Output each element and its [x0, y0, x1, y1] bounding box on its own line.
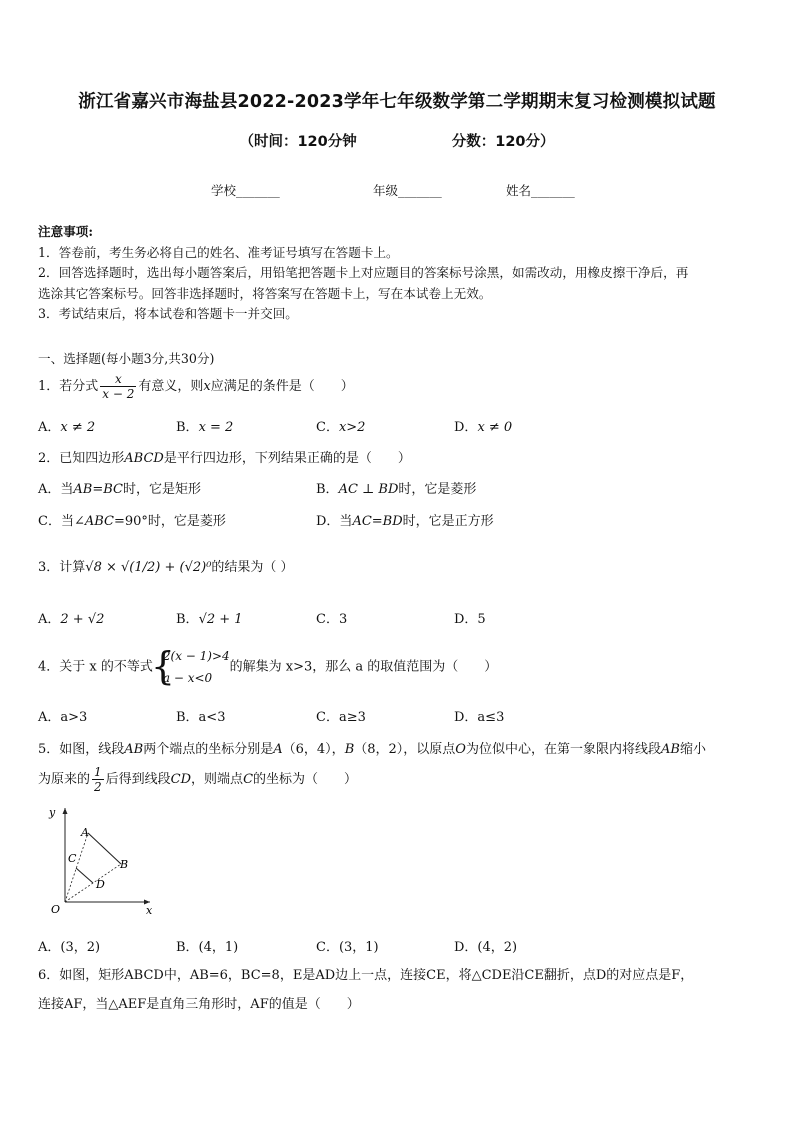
point-d-label: D — [96, 878, 105, 891]
option-d[interactable]: D．5 — [454, 612, 486, 627]
option-d[interactable]: D．(4，2) — [454, 940, 518, 955]
option-a[interactable]: A．(3，2) — [38, 940, 101, 955]
ray-oa — [65, 833, 88, 902]
notice-item: 3．考试结束后，将本试卷和答题卡一并交回。 — [38, 306, 298, 321]
question-5: 5．如图，线段AB两个端点的坐标分别是A（6，4），B（8，2），以原点O为位似中心，在第一象限内将线段AB缩小 — [38, 742, 706, 757]
section-heading: 一、选择题(每小题3分,共30分) — [38, 351, 215, 366]
option-d[interactable]: D．x ≠ 0 — [454, 420, 513, 435]
option-a[interactable]: A．当AB=BC时，它是矩形 — [38, 482, 201, 497]
notice-item: 1．答卷前，考生务必将自己的姓名、准考证号填写在答题卡上。 — [38, 244, 399, 260]
exam-title: 浙江省嘉兴市海盐县2022-2023学年七年级数学第二学期期末复习检测模拟试题 — [78, 92, 716, 112]
question-6-line2: 连接AF，当△AEF是直角三角形时，AF的值是（ ） — [38, 997, 360, 1012]
grade-field[interactable]: 年级_______ — [373, 183, 442, 198]
segment-cd — [76, 868, 93, 883]
notice-block — [38, 222, 760, 325]
option-d[interactable]: D．当AC=BD时，它是正方形 — [316, 514, 494, 529]
option-a[interactable]: A．a>3 — [38, 710, 88, 725]
option-c[interactable]: C．(3，1) — [316, 940, 379, 955]
option-b[interactable]: B．x = 2 — [176, 420, 234, 435]
option-d[interactable]: D．a≤3 — [454, 710, 505, 725]
question-4: 4．关于 x 的不等式 { 2(x − 1)>4 a − x<0 的解集为 x>3，那么 a 的取值范围为（ ） — [38, 645, 497, 689]
option-c[interactable]: C．x>2 — [316, 420, 366, 435]
point-b-label: B — [120, 858, 129, 871]
question-1: 1．若分式 $\frac{x}{x - 2}$ 有意义，则x应满足的条件是（ ） — [38, 372, 354, 401]
school-field[interactable]: 学校_______ — [211, 183, 280, 198]
inequality-system: { 2(x − 1)>4 a − x<0 — [153, 645, 230, 689]
option-b[interactable]: B．AC ⊥ BD时，它是菱形 — [316, 482, 477, 497]
option-b[interactable]: B．a<3 — [176, 710, 226, 725]
segment-ab — [88, 833, 121, 864]
origin-label: O — [51, 903, 61, 916]
coordinate-figure — [40, 800, 165, 920]
option-b[interactable]: B．√2 + 1 — [176, 612, 243, 627]
notice-heading: 注意事项: — [38, 224, 94, 239]
option-c[interactable]: C．a≥3 — [316, 710, 366, 725]
notice-item: 2．回答选择题时，选出每小题答案后，用铅笔把答题卡上对应题目的答案标号涂黑，如需改动，用橡皮擦干净后，再 — [38, 265, 689, 280]
time-label: （时间：120分钟 — [239, 134, 357, 150]
exam-subtitle — [0, 130, 794, 151]
option-c[interactable]: C．当∠ABC=90°时，它是菱形 — [38, 514, 226, 529]
option-a[interactable]: A．x ≠ 2 — [38, 420, 96, 435]
y-label: y — [49, 806, 56, 819]
x-label: x — [146, 904, 153, 917]
y-axis-arrow — [63, 808, 68, 814]
name-field[interactable]: 姓名_______ — [506, 183, 575, 198]
question-5-line2: 为原来的 $\frac{1}{2}$ 后得到线段CD，则端点C的坐标为（ ） — [38, 765, 358, 794]
point-c-label: C — [68, 852, 77, 865]
option-c[interactable]: C．3 — [316, 612, 348, 627]
point-a-label: A — [81, 826, 89, 839]
option-b[interactable]: B．(4，1) — [176, 940, 239, 955]
question-3: 3．计算√8 × √(1/2) + (√2)⁰的结果为（ ） — [38, 560, 294, 575]
question-2: 2．已知四边形ABCD是平行四边形，下列结果正确的是（ ） — [38, 451, 411, 466]
option-a[interactable]: A．2 + √2 — [38, 612, 105, 627]
expression: √8 × √(1/2) + (√2)⁰ — [85, 560, 212, 575]
question-6-line1: 6．如图，矩形ABCD中，AB=6，BC=8，E是AD边上一点，连接CE，将△CDE沿CE翻折，点D的对应点是F， — [38, 968, 694, 983]
ray-ob — [65, 864, 121, 902]
question-6 — [38, 961, 760, 1019]
notice-item: 选涂其它答案标号。回答非选择题时，将答案写在答题卡上，写在本试卷上无效。 — [38, 285, 492, 301]
score-label: 分数：120分） — [451, 134, 555, 150]
